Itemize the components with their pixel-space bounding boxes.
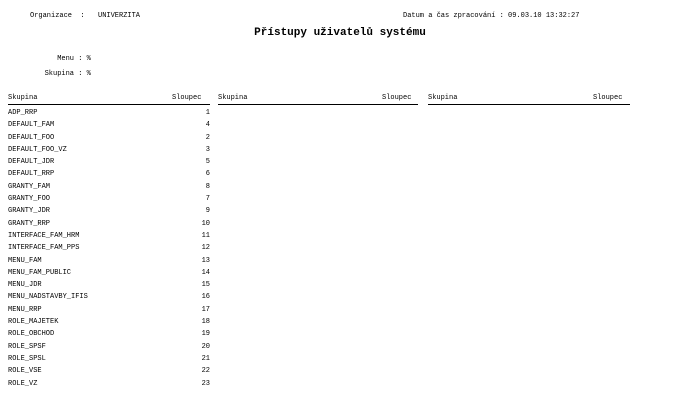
processed-label: Datum a čas zpracování	[403, 12, 496, 20]
column-number: 17	[201, 305, 210, 314]
group-name: DEFAULT_JDR	[8, 158, 55, 167]
column-header-sloupec: Sloupec	[593, 94, 623, 102]
group-name: DEFAULT_FOO	[8, 133, 55, 142]
table-row	[8, 318, 210, 330]
column-number: 21	[201, 354, 210, 363]
table-row	[8, 281, 210, 293]
group-name: MENU_RRP	[8, 305, 42, 314]
table-row	[8, 293, 210, 305]
filter-skupina: Skupina : %	[25, 70, 91, 79]
group-name: DEFAULT_FOO_VZ	[8, 145, 67, 154]
group-name: ROLE_VZ	[8, 379, 38, 388]
table-row	[8, 220, 210, 232]
filter-skupina-value: %	[86, 70, 91, 78]
group-name: DEFAULT_FAM	[8, 121, 55, 130]
column-number: 19	[201, 330, 210, 339]
column-number: 6	[205, 170, 210, 179]
column-number: 9	[205, 207, 210, 216]
table-row	[8, 134, 210, 146]
column-number: 7	[205, 195, 210, 204]
group-name: GRANTY_FOO	[8, 195, 51, 204]
group-list	[8, 109, 210, 392]
organization-value: UNIVERZITA	[98, 12, 141, 20]
column-number: 8	[205, 182, 210, 191]
column-header-block-3	[428, 94, 630, 105]
filter-menu: Menu : %	[30, 55, 91, 64]
column-number: 2	[205, 133, 210, 142]
column-number: 4	[205, 121, 210, 130]
column-number: 18	[201, 318, 210, 327]
group-name: INTERFACE_FAM_PPS	[8, 244, 80, 253]
table-row	[8, 183, 210, 195]
processed-value: 09.03.10 13:32:27	[508, 12, 580, 20]
table-row	[8, 207, 210, 219]
column-header-skupina: Skupina	[8, 94, 38, 102]
table-row	[8, 257, 210, 269]
group-name: ADP_RRP	[8, 109, 38, 117]
table-row	[8, 232, 210, 244]
report-title: Přístupy uživatelů systému	[254, 27, 426, 39]
filter-menu-value: %	[86, 55, 91, 63]
group-name: ROLE_SPSF	[8, 342, 46, 351]
table-row	[8, 244, 210, 256]
column-header-block-2	[218, 94, 418, 105]
table-row	[8, 158, 210, 170]
group-name: ROLE_VSE	[8, 367, 42, 376]
column-number: 13	[201, 256, 210, 265]
group-name: ROLE_MAJETEK	[8, 318, 59, 327]
column-header-skupina: Skupina	[218, 94, 248, 102]
group-name: GRANTY_FAM	[8, 182, 51, 191]
table-row	[8, 330, 210, 342]
column-number: 11	[201, 231, 210, 240]
table-row	[8, 306, 210, 318]
group-name: GRANTY_JDR	[8, 207, 51, 216]
organization-label: Organizace :	[30, 12, 85, 20]
table-row	[8, 195, 210, 207]
group-name: MENU_NADSTAVBY_IFIS	[8, 293, 88, 302]
column-number: 3	[205, 145, 210, 154]
table-row	[8, 121, 210, 133]
filter-skupina-label: Skupina	[44, 70, 74, 78]
column-number: 10	[201, 219, 210, 228]
processed-datetime: Datum a čas zpracování : 09.03.10 13:32:27	[403, 12, 580, 20]
filter-menu-label: Menu	[57, 55, 74, 63]
column-number: 22	[201, 367, 210, 376]
column-header-block-1	[8, 94, 210, 105]
table-row	[8, 380, 210, 392]
table-row	[8, 355, 210, 367]
column-number: 16	[201, 293, 210, 302]
column-header-sloupec: Sloupec	[172, 94, 202, 102]
group-name: ROLE_OBCHOD	[8, 330, 55, 339]
table-row	[8, 146, 210, 158]
group-name: MENU_JDR	[8, 281, 42, 290]
column-number: 15	[201, 281, 210, 290]
group-name: INTERFACE_FAM_HRM	[8, 231, 80, 240]
group-name: ROLE_SPSL	[8, 354, 46, 363]
group-name: MENU_FAM	[8, 256, 42, 265]
column-number: 1	[205, 109, 210, 117]
group-name: DEFAULT_RRP	[8, 170, 55, 179]
table-row	[8, 343, 210, 355]
column-header-skupina: Skupina	[428, 94, 458, 102]
group-name: MENU_FAM_PUBLIC	[8, 268, 72, 277]
column-number: 20	[201, 342, 210, 351]
column-number: 14	[201, 268, 210, 277]
column-number: 5	[205, 158, 210, 167]
group-name: GRANTY_RRP	[8, 219, 51, 228]
table-row	[8, 109, 210, 121]
table-row	[8, 367, 210, 379]
column-number: 23	[201, 379, 210, 388]
table-row	[8, 269, 210, 281]
column-header-sloupec: Sloupec	[382, 94, 412, 102]
column-number: 12	[201, 244, 210, 253]
table-row	[8, 170, 210, 182]
